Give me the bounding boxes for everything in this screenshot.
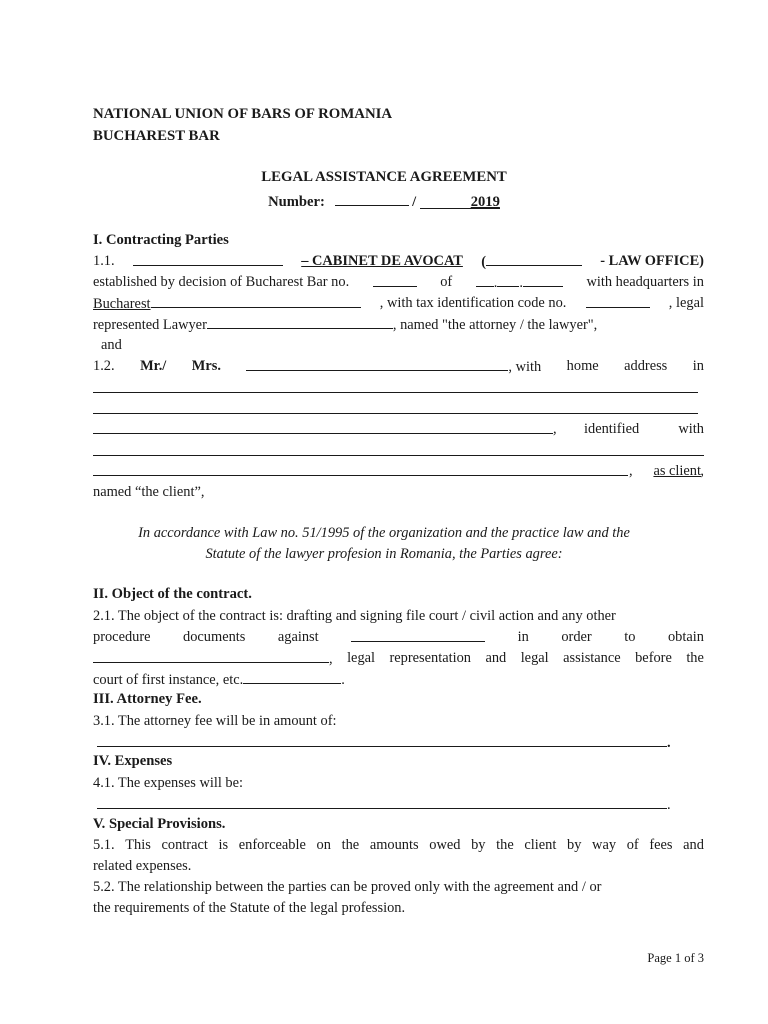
w-the: the [341,837,360,853]
address-text: address [624,358,668,374]
clause-3-1-text: 3.1. The attorney fee will be in amount of: [93,713,337,729]
number-blank[interactable] [335,191,409,206]
obtain-text: obtain [667,629,704,645]
fee-amount-blank[interactable] [97,732,667,747]
clause-1-1-line-2 [93,272,704,292]
headquarters-group [93,293,361,313]
firm-type: – CABINET DE AVOCAT [301,253,463,269]
section-1-heading: I. Contracting Parties [93,232,229,248]
of-text: of [440,274,453,290]
order-text: order [561,629,592,645]
clause-4-1-text: 4.1. The expenses will be: [93,775,244,791]
to-text: to [624,629,636,645]
preamble-line-2: Statute of the lawyer profesion in Romania, the Parties agree: [205,546,563,562]
period-text: . [341,672,345,688]
clause-2-1-line-3 [93,648,704,668]
law-office-label: - LAW OFFICE) [600,253,704,269]
number-year-field[interactable] [420,194,500,209]
comma-text-4: , [329,651,333,667]
as-client-text: as client [653,463,701,479]
court-blank[interactable] [243,669,341,684]
clause-1-2-line-1 [93,356,704,376]
comma-text: , [553,421,557,437]
fee-period: . [667,735,671,751]
representation-text: representation [389,650,471,666]
home-text: home [566,358,599,374]
clause-1-2-num: 1.2. [93,358,115,374]
mr-label: Mr./ [140,358,167,374]
headquarters-city: Bucharest [93,296,151,312]
tax-code-text: , with tax identification code no. [379,295,567,311]
w-by-2: by [567,837,582,853]
w-owed: owed [429,837,461,853]
clause-2-1-line-1: 2.1. The object of the contract is: drafting and signing file court / civil action and any other [93,608,616,624]
w-way: way [592,837,617,853]
legal-text: , legal [668,295,704,311]
section-2-heading: II. Object of the contract. [93,586,252,602]
against-party-blank[interactable] [351,627,485,642]
assistance-text: assistance [563,650,621,666]
firm-office-group [481,251,582,271]
obtain-blank[interactable] [93,648,329,663]
w-of: of [626,837,639,853]
date-day-blank[interactable] [476,272,494,287]
expenses-blank[interactable] [97,794,667,809]
with-text-2: with [678,421,704,437]
client-address-blank[interactable] [93,419,553,434]
legal-word: legal [347,650,376,666]
clause-5-1-line-2: related expenses. [93,858,192,874]
firm-name-blank[interactable] [133,251,283,266]
comma-text-2: , [629,463,633,479]
decision-date-group: . . [476,272,563,292]
lawyer-name-blank[interactable] [207,314,393,329]
headquarters-text: with headquarters in [586,274,704,290]
w-this: This [125,837,151,853]
section-3-heading: III. Attorney Fee. [93,691,202,707]
clause-1-2-line-6 [93,461,704,481]
fee-amount-line [97,732,677,752]
decision-number-blank[interactable] [373,272,417,287]
w-contract: contract [161,837,208,853]
w-and: and [683,837,704,853]
number-label: Number: [268,194,325,210]
clause-5-2-line-2: the requirements of the Statute of the legal profession. [93,900,406,916]
w-amounts: amounts [369,837,419,853]
bar-decision-text: established by decision of Bucharest Bar no. [93,274,350,290]
section-4-heading: IV. Expenses [93,753,173,769]
client-name-group [246,356,541,376]
office-name-blank[interactable] [486,251,582,266]
clause-2-1-line-4 [93,669,704,689]
clause-1-2-line-4 [93,419,704,439]
and-word: and [485,650,507,666]
against-text: against [277,629,319,645]
w-fees: fees [649,837,673,853]
clause-1-1-line-1 [93,251,704,271]
agreement-number [0,191,768,211]
client-address-line-2[interactable] [93,413,698,414]
with-text: , with [508,359,542,375]
clause-2-1-line-2 [93,627,704,647]
date-year-blank[interactable] [523,272,563,287]
w-enforceable: enforceable [238,837,306,853]
identified-text: identified [584,421,640,437]
obtain-group [93,648,333,668]
bar-name: BUCHAREST BAR [93,128,220,144]
in-text: in [692,358,704,374]
clause-5-2-line-1: 5.2. The relationship between the parties can be proved only with the agreement and / or [93,879,602,895]
court-text: court of first instance, etc. [93,672,244,688]
open-paren: ( [481,254,486,270]
and-text: and [101,337,122,353]
section-5-heading: V. Special Provisions. [93,816,226,832]
document-title: LEGAL ASSISTANCE AGREEMENT [261,169,507,185]
expenses-line [97,794,677,814]
comma-text-3: , [700,463,704,479]
number-year: 2019 [470,194,500,210]
w-is: is [218,837,229,853]
clause-5-1-line-1 [93,835,704,855]
clause-1-1-line-3 [93,293,704,313]
w-the-2: the [496,837,514,853]
before-text: before [635,650,672,666]
client-name-blank[interactable] [246,356,508,371]
mrs-label: Mrs. [191,358,221,374]
the-text: the [686,650,704,666]
attorney-named-text: , named "the attorney / the lawyer", [392,317,598,333]
w-client: client [524,837,557,853]
client-address-line-1[interactable] [93,392,698,393]
client-named-text: named “the client”, [93,484,205,500]
clause-1-1-num: 1.1. [93,253,115,269]
number-slash: / [412,194,417,210]
date-month-blank[interactable] [497,272,519,287]
expenses-period: . [667,797,671,813]
documents-text: documents [183,629,246,645]
headquarters-address-blank[interactable] [151,293,361,308]
represented-lawyer-text: represented Lawyer [93,317,207,333]
procedure-text: procedure [93,629,151,645]
w-on: on [316,837,331,853]
w-by: by [471,837,486,853]
page-number: Page 1 of 3 [647,951,704,965]
legal-word-2: legal [520,650,549,666]
in-text-2: in [517,629,529,645]
clause-1-1-line-4 [93,314,704,334]
client-id-blank[interactable] [93,461,628,476]
tax-code-blank[interactable] [586,293,650,308]
client-id-line-1[interactable] [93,455,704,456]
w-5-1: 5.1. [93,837,115,853]
org-name: NATIONAL UNION OF BARS OF ROMANIA [93,106,393,122]
preamble-line-1: In accordance with Law no. 51/1995 of the organization and the practice law and the [138,525,630,541]
